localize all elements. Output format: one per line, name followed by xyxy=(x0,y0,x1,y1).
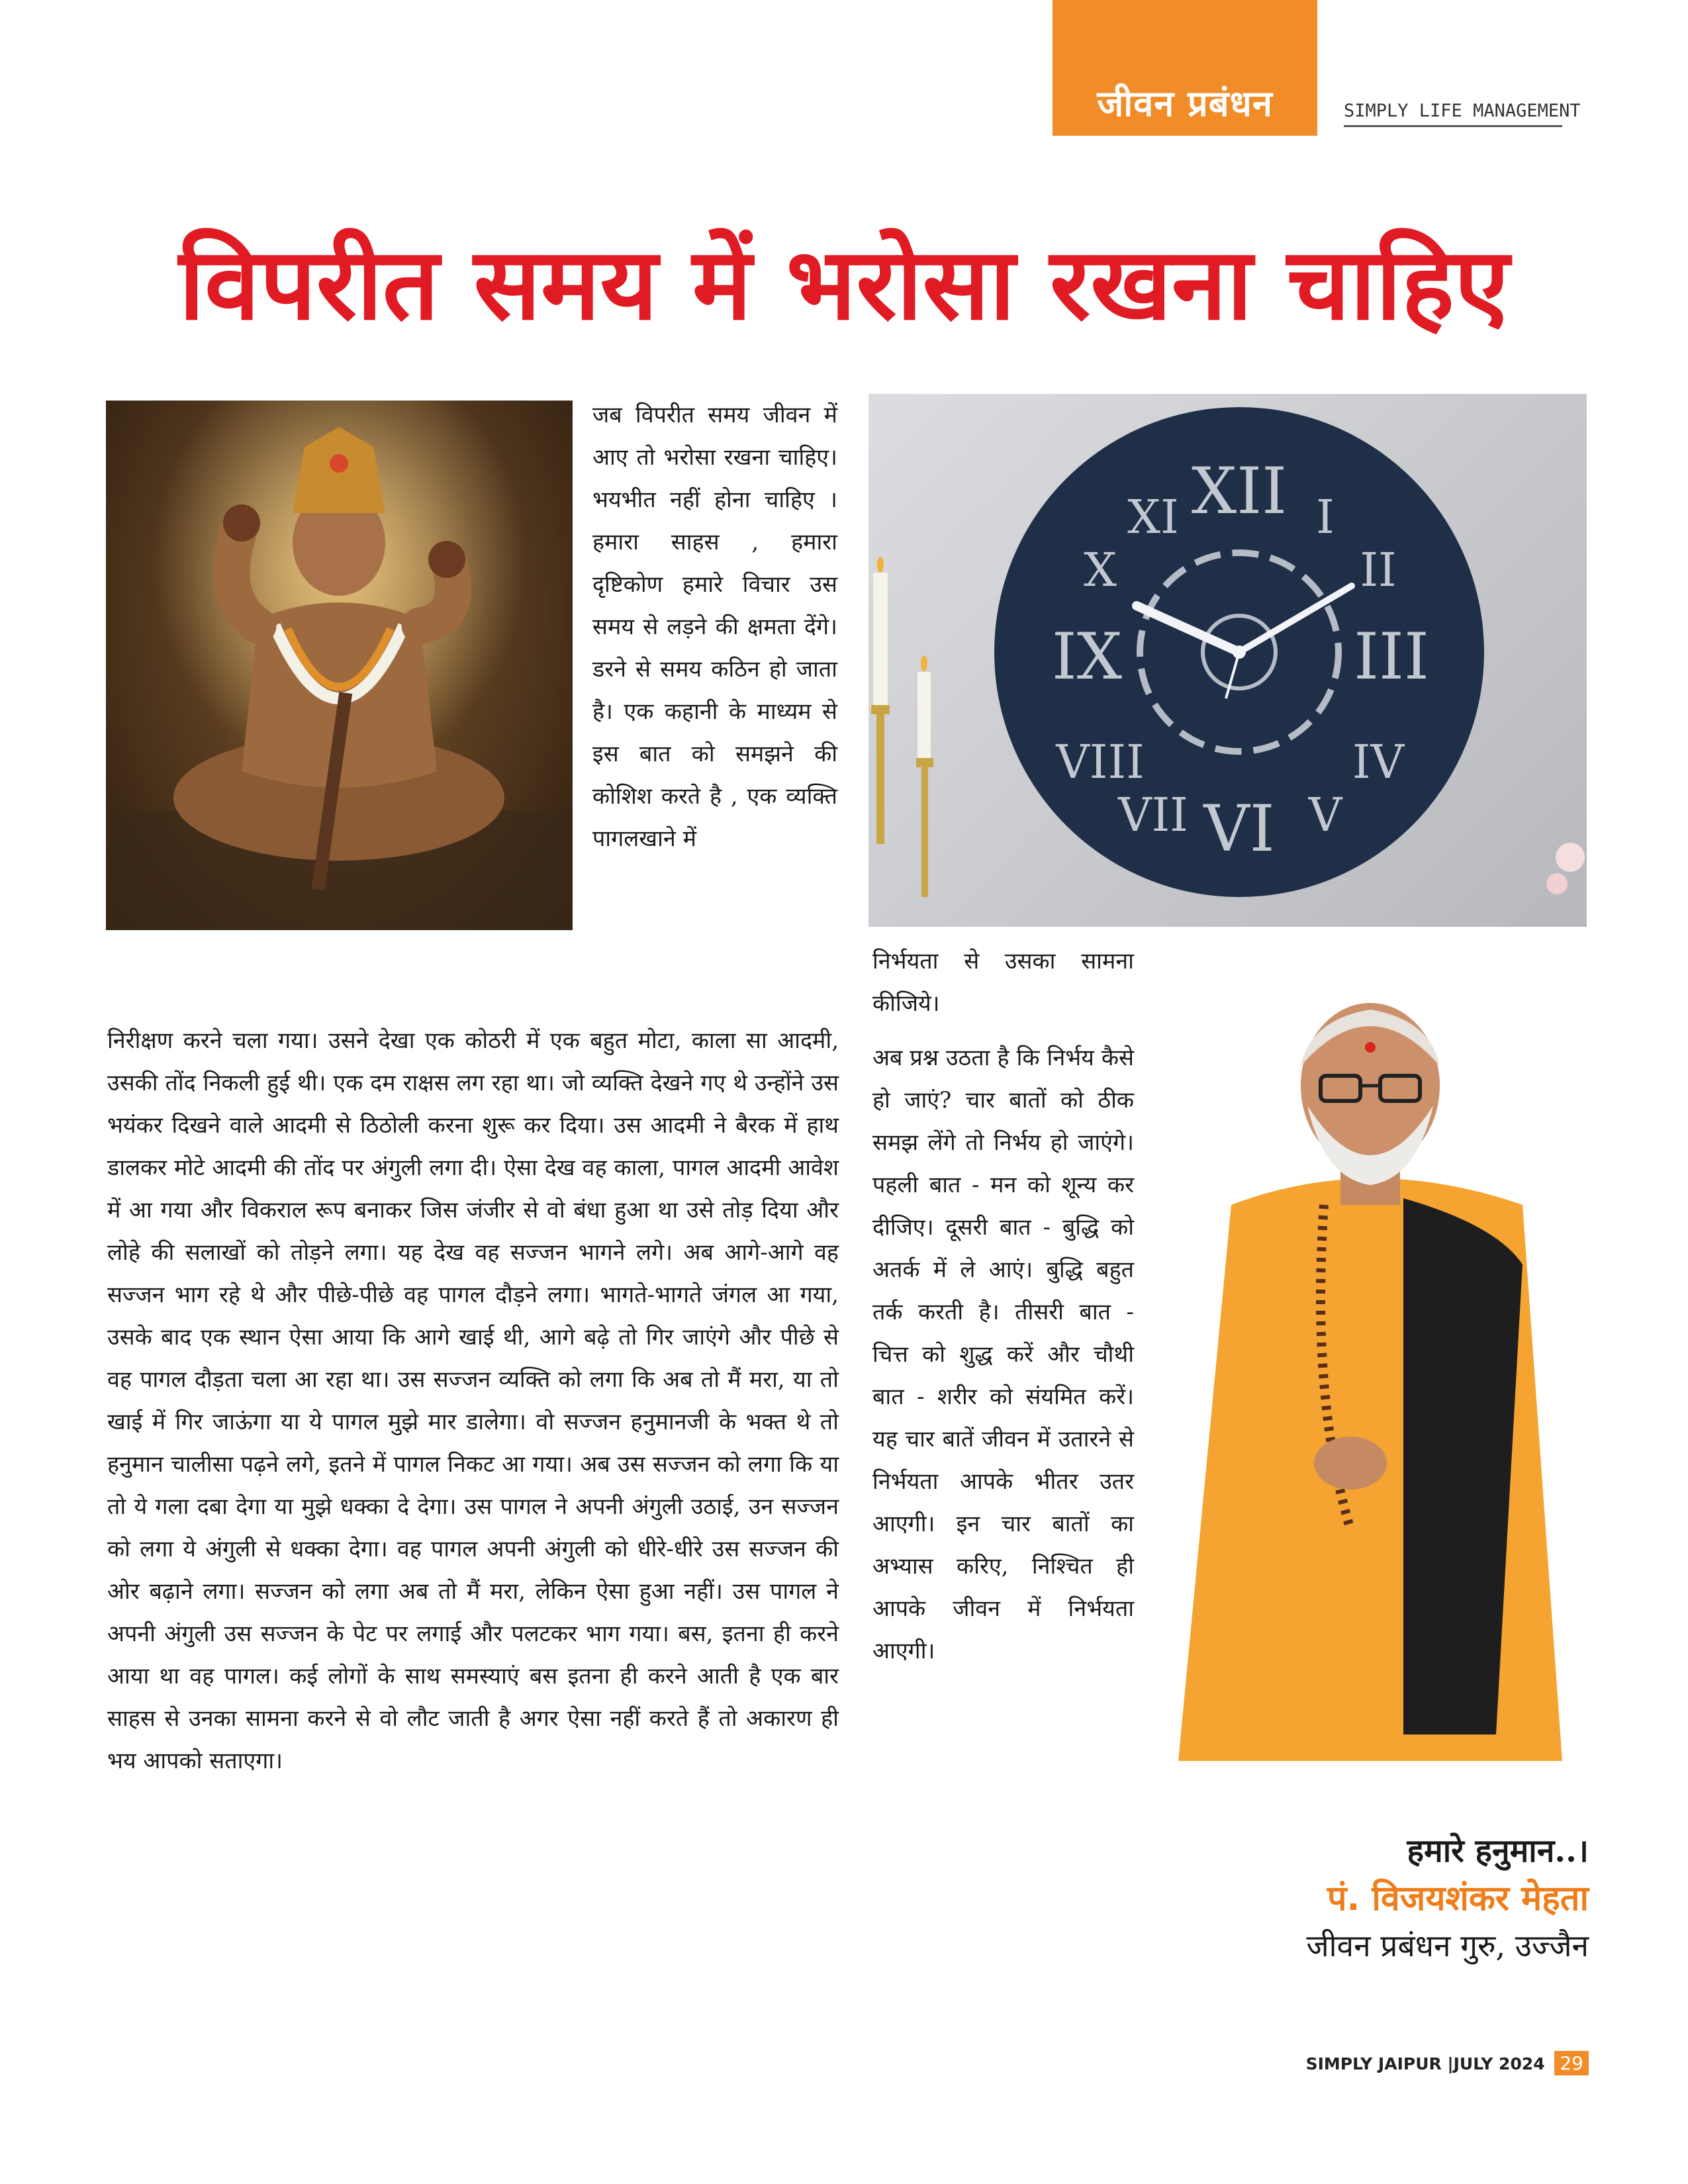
author-photo xyxy=(1152,986,1589,1761)
section-label: जीवन प्रबंधन xyxy=(1097,83,1273,124)
svg-text:VI: VI xyxy=(1203,792,1275,866)
main-story-text: निरीक्षण करने चला गया। उसने देखा एक कोठरी में एक बहुत मोटा, काला सा आदमी, उसकी तोंद निकली हुई थी। एक दम राक्षस लग रहा था। जो व्यक्ति देखने गए थे उन्होंने उस भयंकर दिखने वाले आदमी से ठिठोली करना शुरू कर दिया। उस आदमी ने बैरक में हाथ डालकर मोटे आदमी की तोंद पर अंगुली लगा दी। ऐसा देख वह काला, पागल आदमी आवेश में आ गया और विकराल रूप बनाकर जिस जंजीर से वो बंधा हुआ था उसे तोड़ दिया और लोहे की सलाखों को तोड़ने लगा। यह देख वह सज्जन भागने लगे। अब आगे-आगे वह सज्जन भाग रहे थे और पीछे-पीछे वह पागल दौड़ने लगा। भागते-भागते जंगल आ गया, उसके बाद एक स्थान ऐसा आया कि आगे खाई थी, आगे बढ़े तो गिर जाएंगे और पीछे से वह पागल दौड़ता चला आ रहा था। उस सज्जन व्यक्ति को लगा कि अब तो मैं मरा, या तो खाई में गिर जाऊंगा या ये पागल मुझे मार डालेगा। वो सज्जन हनुमानजी के भक्त थे तो हनुमान चालीसा पढ़ने लगे, इतने में पागल निकट आ गया। अब उस सज्जन को लगा कि या तो ये गला दबा देगा या मुझे धक्का दे देगा। उस पागल ने अपनी अंगुली उठाई, उन सज्जन को लगा ये अंगुली से धक्का देगा। वह पागल अपनी अंगुली को धीरे-धीरे उस सज्जन की ओर बढ़ाने लगा। सज्जन को लगा अब तो मैं मरा, लेकिन ऐसा हुआ नहीं। उस पागल ने अपनी अंगुली उस सज्जन के पेट पर लगाई और पलटकर भाग गया। बस, इतना ही करने आया था वह पागल। कई लोगों के साथ समस्याएं बस इतना ही करने आती है एक बार साहस से उनका सामना करने से वो लौट जाती है अगर ऐसा नहीं करते हैं तो अकारण ही भय आपको सताएगा। xyxy=(107,1027,839,1774)
wall-clock-photo xyxy=(868,394,1587,927)
svg-text:VII: VII xyxy=(1118,788,1188,842)
publication-name: SIMPLY JAIPUR xyxy=(1305,2054,1442,2073)
svg-text:XII: XII xyxy=(1191,454,1288,528)
svg-text:XI: XI xyxy=(1127,490,1179,544)
right-column xyxy=(872,940,1134,1684)
author-name: पं. विजयशंकर मेहता xyxy=(1327,1879,1589,1919)
svg-text:IX: IX xyxy=(1051,620,1123,694)
hanuman-figure-icon xyxy=(106,401,573,930)
svg-text:III: III xyxy=(1354,620,1429,694)
svg-text:IV: IV xyxy=(1352,735,1405,789)
svg-text:I: I xyxy=(1316,490,1335,544)
section-tab xyxy=(1053,0,1317,136)
magazine-tagline: SIMPLY LIFE MANAGEMENT xyxy=(1344,101,1562,127)
intro-paragraph: जब विपरीत समय जीवन में आए तो भरोसा रखना चाहिए। भयभीत नहीं होना चाहिए । हमारा साहस , हमारा दृष्टिकोण हमारे विचार उस समय से लड़ने की क्षमता देंगे। डरने से समय कठिन हो जाता है। एक कहानी के माध्यम से इस बात को समझने की कोशिश करते है , एक व्यक्ति पागलखाने में xyxy=(592,402,837,852)
author-credit xyxy=(1125,1827,1589,1969)
right-column-paragraph: निर्भयता से उसका सामना कीजिये। xyxy=(872,948,1134,1017)
svg-text:V: V xyxy=(1308,788,1342,842)
clock-icon xyxy=(868,394,1587,927)
page-number: 29 xyxy=(1554,2051,1589,2075)
author-portrait-icon xyxy=(1152,986,1589,1761)
svg-text:II: II xyxy=(1360,543,1397,597)
article-headline: विपरीत समय में भरोसा रखना चाहिए xyxy=(179,227,1509,342)
svg-text:VIII: VIII xyxy=(1056,735,1145,789)
svg-text:X: X xyxy=(1084,543,1117,597)
hanuman-illustration xyxy=(106,401,573,930)
author-role: जीवन प्रबंधन गुरु, उज्जैन xyxy=(1306,1928,1589,1964)
column-series-name: हमारे हनुमान..। xyxy=(1407,1832,1589,1870)
issue-date: |JULY 2024 xyxy=(1447,2054,1545,2073)
right-column-paragraph: अब प्रश्न उठता है कि निर्भय कैसे हो जाएं? चार बातों को ठीक समझ लेंगे तो निर्भय हो जाएंगे। पहली बात - मन को शून्य कर दीजिए। दूसरी बात - बुद्धि को अतर्क में ले आएं। बुद्धि बहुत तर्क करती है। तीसरी बात - चित्त को शुद्ध करें और चौथी बात - शरीर को संयमित करें। यह चार बातें जीवन में उतारने से निर्भयता आपके भीतर उतर आएगी। इन चार बातों का अभ्यास करिए, निश्चित ही आपके जीवन में निर्भयता आएगी। xyxy=(872,1045,1134,1664)
page-footer xyxy=(1244,2051,1589,2075)
